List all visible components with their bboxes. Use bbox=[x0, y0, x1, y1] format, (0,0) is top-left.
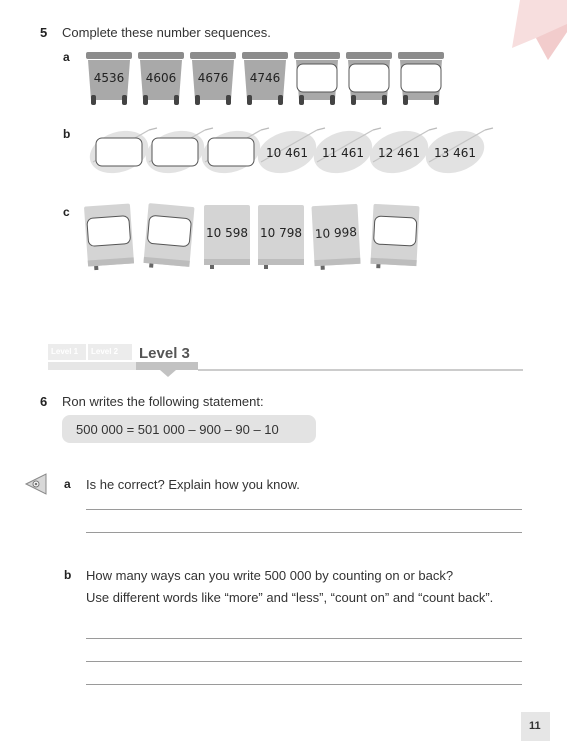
q6a-answer-line-1[interactable] bbox=[86, 509, 522, 510]
question-5-number: 5 bbox=[40, 25, 48, 40]
book-number-4: 10 798 bbox=[260, 226, 302, 240]
q5c-label: c bbox=[63, 205, 70, 219]
q5b-sequence-leaves bbox=[0, 110, 567, 190]
leaf-1[interactable] bbox=[84, 124, 157, 181]
bin-answer-box-5[interactable] bbox=[297, 64, 337, 92]
level-3-label: Level 3 bbox=[139, 345, 190, 362]
bin-2 bbox=[138, 52, 184, 105]
page-number-tab bbox=[521, 712, 550, 741]
bin-7[interactable] bbox=[398, 52, 444, 105]
statement-box bbox=[62, 415, 316, 443]
leaf-number-5: 11 461 bbox=[322, 146, 364, 160]
bin-number-4: 4746 bbox=[249, 71, 281, 85]
leaf-3[interactable] bbox=[196, 124, 269, 181]
q6a-text: Is he correct? Explain how you know. bbox=[86, 477, 300, 492]
q6b-answer-line-3[interactable] bbox=[86, 684, 522, 685]
q5b-label: b bbox=[63, 127, 71, 141]
bin-answer-box-6[interactable] bbox=[349, 64, 389, 92]
bin-answer-box-7[interactable] bbox=[401, 64, 441, 92]
q5a-label: a bbox=[63, 50, 70, 64]
book-4 bbox=[258, 205, 304, 269]
leaf-5 bbox=[308, 124, 381, 181]
q6b-answer-line-2[interactable] bbox=[86, 661, 522, 662]
question-6-number: 6 bbox=[40, 394, 48, 409]
book-answer-box-2[interactable] bbox=[147, 215, 191, 247]
bin-number-3: 4676 bbox=[197, 71, 229, 85]
q5a-sequence-bins bbox=[0, 0, 567, 110]
leaf-number-7: 13 461 bbox=[434, 146, 476, 160]
book-1[interactable] bbox=[84, 203, 134, 270]
q6b-text-line1: How many ways can you write 500 000 by counting on or back? bbox=[86, 568, 454, 583]
level-1-label: Level 1 bbox=[51, 347, 79, 356]
leaf-answer-box-3[interactable] bbox=[208, 138, 254, 166]
q6b-text-line2: Use different words like “more” and “less”, “count on” and “count back”. bbox=[86, 590, 494, 605]
q6a-answer-line-2[interactable] bbox=[86, 532, 522, 533]
reasoning-megaphone-icon bbox=[24, 470, 52, 498]
book-answer-box-1[interactable] bbox=[87, 216, 131, 247]
book-answer-box-6[interactable] bbox=[374, 216, 417, 246]
leaf-answer-box-1[interactable] bbox=[96, 138, 142, 166]
leaf-2[interactable] bbox=[140, 124, 213, 181]
leaf-4 bbox=[252, 124, 325, 181]
leaf-7 bbox=[420, 124, 493, 181]
leaf-number-6: 12 461 bbox=[378, 146, 420, 160]
leaf-answer-box-2[interactable] bbox=[152, 138, 198, 166]
bin-5[interactable] bbox=[294, 52, 340, 105]
book-number-5: 10 998 bbox=[314, 224, 358, 242]
q6a-label: a bbox=[64, 477, 71, 491]
bin-number-1: 4536 bbox=[93, 71, 125, 85]
bin-6[interactable] bbox=[346, 52, 392, 105]
question-6-prompt: Ron writes the following statement: bbox=[62, 394, 264, 409]
level-1-tab bbox=[48, 344, 86, 360]
bin-3 bbox=[190, 52, 236, 105]
q6b-answer-line-1[interactable] bbox=[86, 638, 522, 639]
leaf-number-4: 10 461 bbox=[266, 146, 308, 160]
q6b-label: b bbox=[64, 568, 72, 582]
book-5 bbox=[311, 204, 360, 270]
level-bar bbox=[44, 362, 524, 382]
bin-number-2: 4606 bbox=[145, 71, 177, 85]
statement-text: 500 000 = 501 000 – 900 – 90 – 10 bbox=[76, 422, 279, 437]
book-number-3: 10 598 bbox=[206, 226, 248, 240]
question-5-prompt: Complete these number sequences. bbox=[62, 25, 271, 40]
book-6[interactable] bbox=[370, 204, 419, 270]
level-2-tab bbox=[88, 344, 132, 360]
bin-1 bbox=[86, 52, 132, 105]
bin-4 bbox=[242, 52, 288, 105]
level-2-label: Level 2 bbox=[91, 347, 119, 356]
page-number: 11 bbox=[529, 720, 541, 732]
leaf-6 bbox=[364, 124, 437, 181]
q5c-sequence-books bbox=[0, 195, 567, 275]
book-2[interactable] bbox=[143, 203, 194, 271]
book-3 bbox=[204, 205, 250, 269]
